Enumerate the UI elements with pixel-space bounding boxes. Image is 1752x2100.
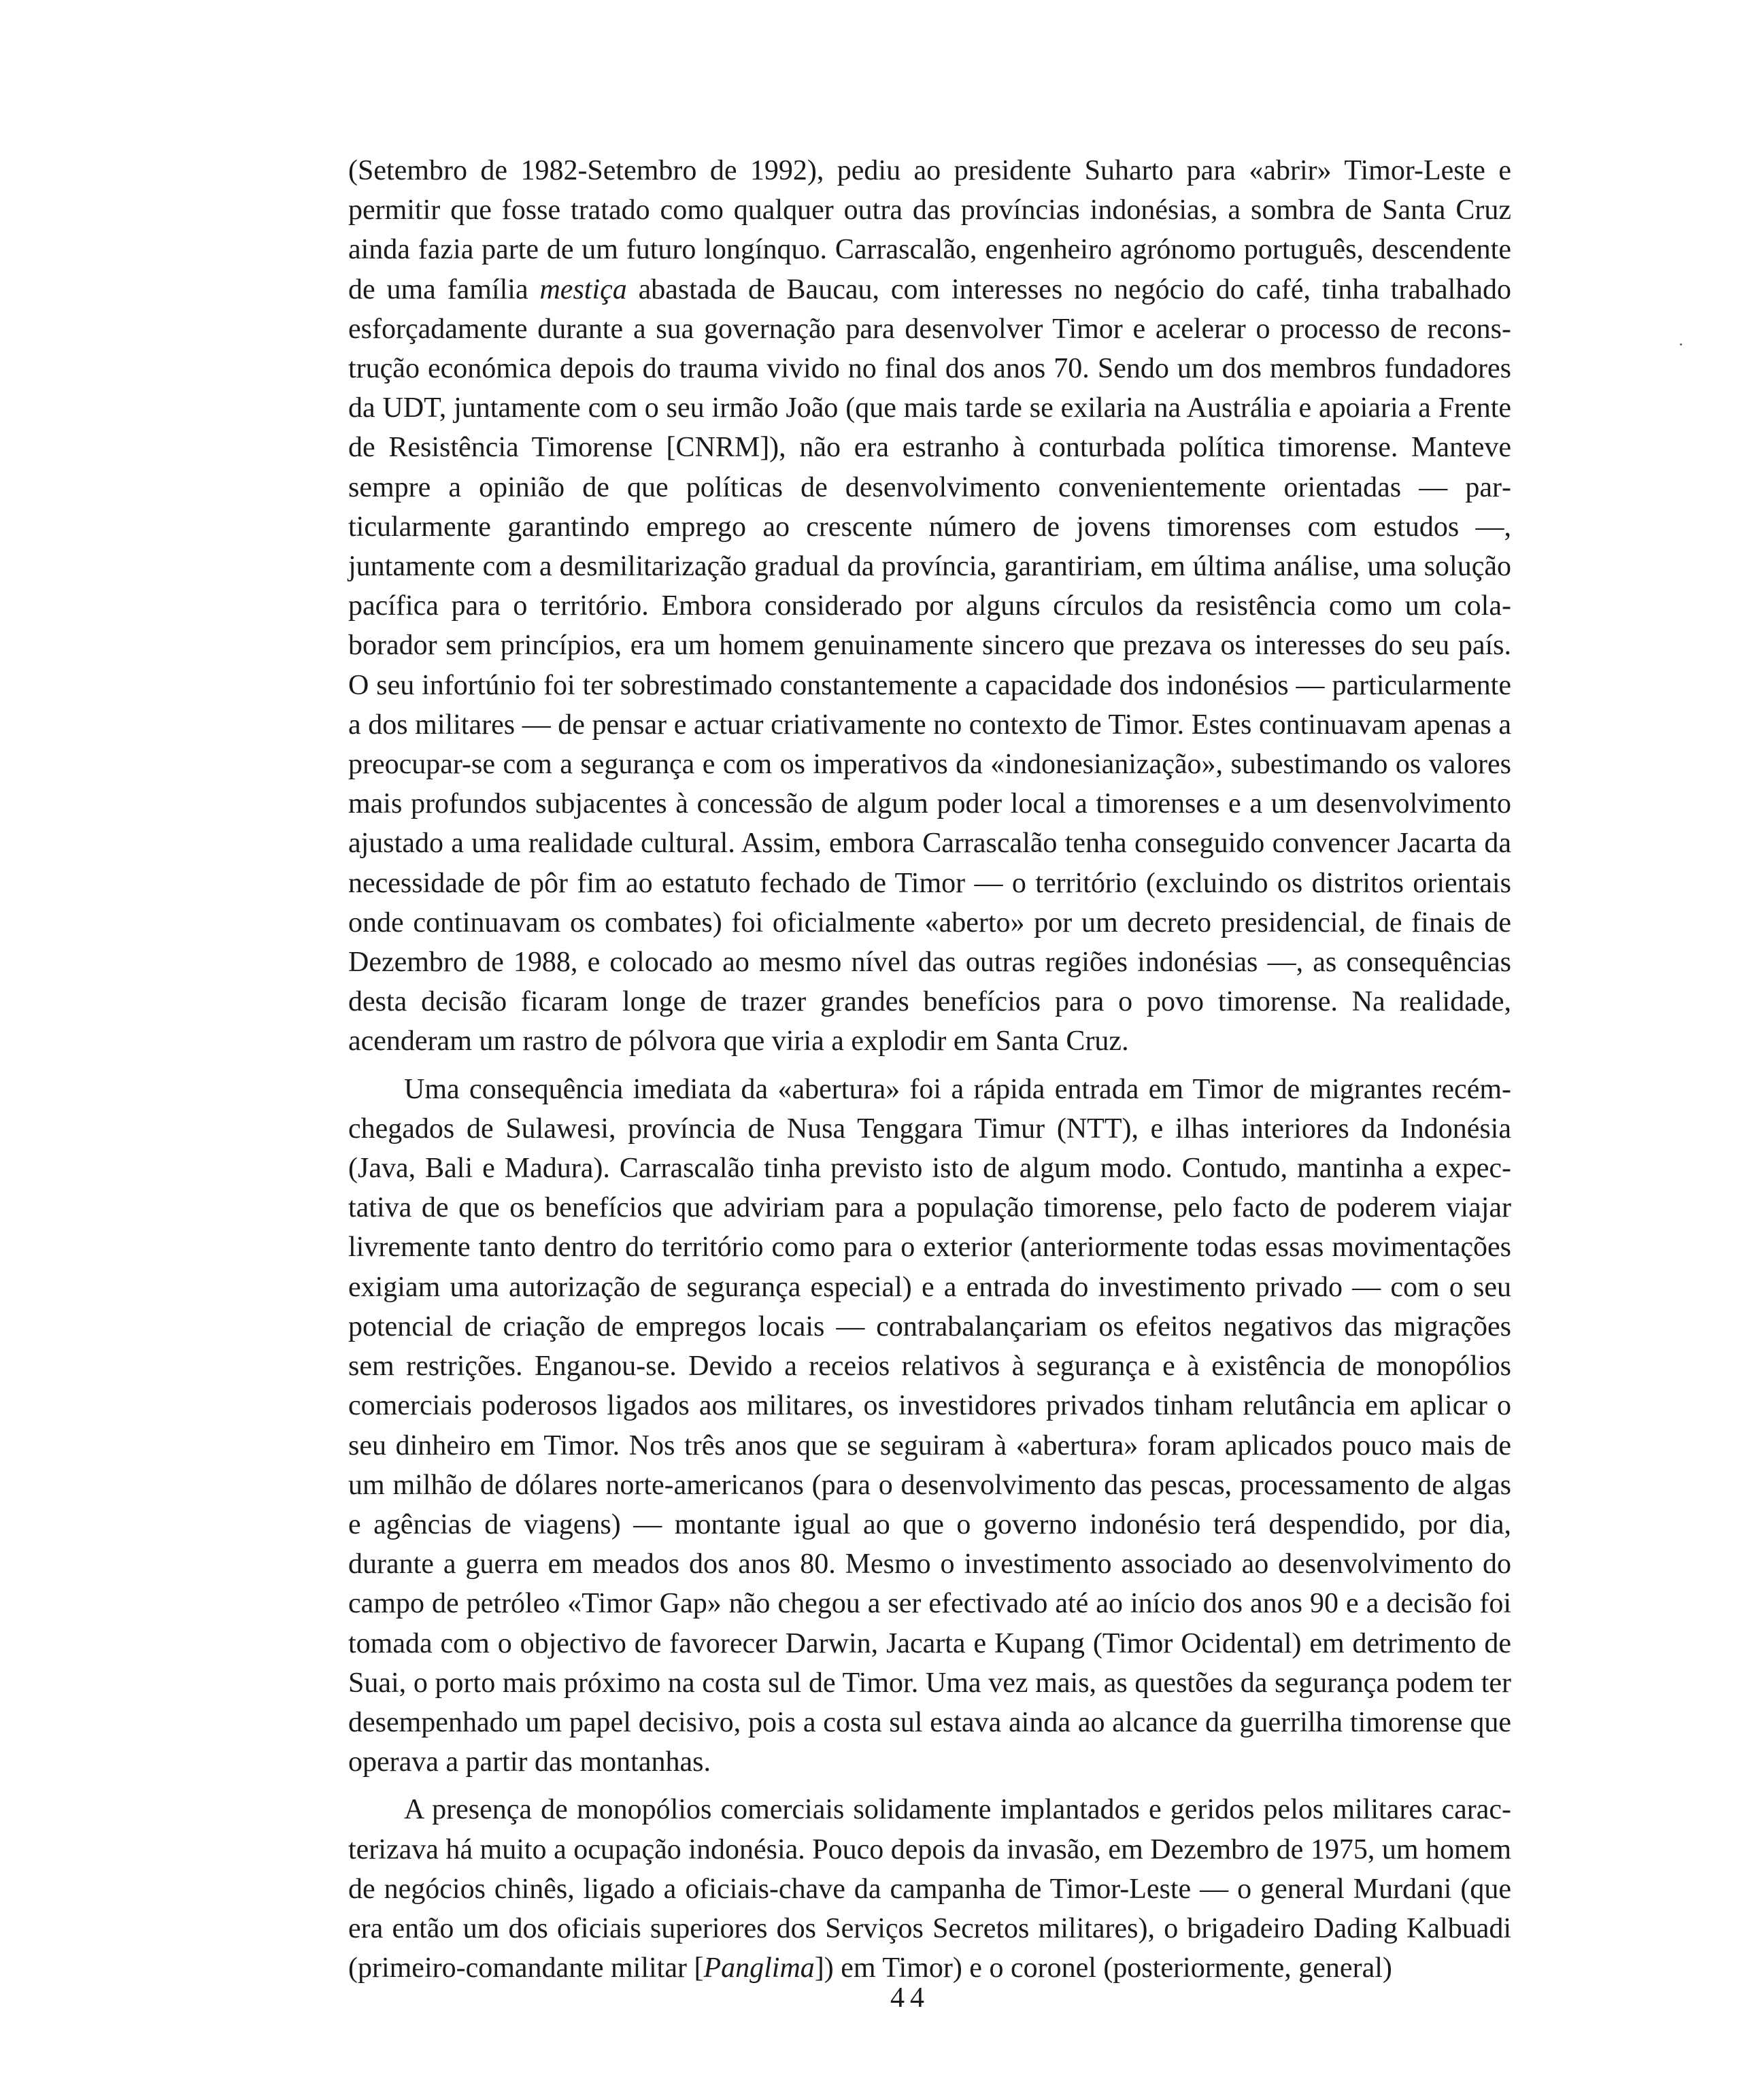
page-number: 44	[890, 1982, 930, 2014]
page-body	[348, 151, 1511, 1988]
margin-speck	[1680, 343, 1682, 345]
paragraph-1-italic-mestica: mestiça	[539, 273, 627, 305]
paragraph-2-text: Uma consequência imediata da «abertura» foi a rápida entrada em Timor de migrantes recém-chegados de Sulawesi, província de Nusa Tenggara Timur (NTT), e ilhas interiores da Indonésia (Java, Bali e Madura). Carrascalão tinha previsto isto de algum modo. Contudo, mantinha a expectativa de que os benefícios que adviriam para a população timorense, pelo facto de poderem viajar livremente tanto dentro do território como para o exterior (anteriormente todas essas movimentações exigiam uma autorização de segurança especial) e a entrada do investimento privado — com o seu potencial de criação de empregos locais — contrabalançariam os efeitos negativos das migrações sem restrições. Enganou-se. Devido a receios relativos à segurança e à existência de monopólios comerciais poderosos ligados aos militares, os investidores privados tinham relutância em aplicar o seu dinheiro em Timor. Nos três anos que se seguiram à «abertura» foram aplicados pouco mais de um milhão de dólares norte-americanos (para o desenvolvimento das pescas, processamento de algas e agências de viagens) — montante igual ao que o governo indonésio terá despendido, por dia, durante a guerra em meados dos anos 80. Mesmo o investimento associado ao desenvolvimento do campo de petróleo «Timor Gap» não chegou a ser efectivado até ao início dos anos 90 e a decisão foi tomada com o objectivo de favorecer Darwin, Jacarta e Kupang (Timor Ocidental) em detrimento de Suai, o porto mais próximo na costa sul de Timor. Uma vez mais, as questões da segurança podem ter desempenhado um papel decisivo, pois a costa sul estava ainda ao alcance da guerrilha timorense que operava a partir das montanhas.	[348, 1073, 1511, 1778]
paragraph-2	[348, 1070, 1511, 1782]
paragraph-1	[348, 151, 1511, 1062]
paragraph-3-text-a: A presença de monopólios comerciais solidamente implantados e geridos pelos militares caracterizava há muito a ocupação indonésia. Pouco depois da invasão, em Dezembro de 1975, um homem de negócios chinês, ligado a oficiais-chave da campanha de Timor-Leste — o general Murdani (que era então um dos oficiais superiores dos Serviços Secretos militares), o brigadeiro Dading Kalbuadi (primeiro-comandante militar [	[348, 1794, 1511, 1984]
paragraph-1-text-a: (Setembro de 1982-Setembro de 1992), pediu ao presidente Suharto para «abrir» Timor-Leste e permitir que fosse tratado como qualquer outra das províncias indonésias, a sombra de Santa Cruz ainda fazia parte de um futuro longínquo. Carrascalão, engenheiro agrónomo português, descendente de uma família	[348, 155, 1511, 305]
paragraph-1-text-b: abastada de Baucau, com interesses no negócio do café, tinha trabalhado esforçadamente durante a sua governação para desenvolver Timor e acelerar o processo de reconstrução económica depois do trauma vivido no final dos anos 70. Sendo um dos membros fundadores da UDT, juntamente com o seu irmão João (que mais tarde se exilaria na Austrália e apoiaria a Frente de Resistência Timorense [CNRM]), não era estranho à conturbada política timorense. Manteve sempre a opinião de que políticas de desenvolvimento convenientemente orientadas — particularmente garantindo emprego ao crescente número de jovens timorenses com estudos —, juntamente com a desmilitarização gradual da província, garantiriam, em última análise, uma solução pacífica para o território. Embora considerado por alguns círculos da resistência como um colaborador sem princípios, era um homem genuinamente sincero que prezava os interesses do seu país. O seu infortúnio foi ter sobrestimado constantemente a capacidade dos indonésios — particularmente a dos militares — de pensar e actuar criativamente no contexto de Timor. Estes continuavam apenas a preocupar-se com a segurança e com os imperativos da «indonesianização», subestimando os valores mais profundos subjacentes à concessão de algum poder local a timorenses e a um desenvolvimento ajustado a uma realidade cultural. Assim, embora Carrascalão tenha conseguido convencer Jacarta da necessidade de pôr fim ao estatuto fechado de Timor — o território (excluindo os distritos orientais onde continuavam os combates) foi oficialmente «aberto» por um decreto presidencial, de finais de Dezembro de 1988, e colocado ao mesmo nível das outras regiões indonésias —, as consequências desta decisão ficaram longe de trazer grandes benefícios para o povo timorense. Na realidade, acenderam um rastro de pólvora que viria a explodir em Santa Cruz.	[348, 273, 1511, 1057]
paragraph-3-italic-panglima: Panglima	[703, 1952, 815, 1984]
paragraph-3	[348, 1790, 1511, 1988]
paragraph-3-text-b: ]) em Timor) e o coronel (posteriormente, general)	[814, 1952, 1392, 1984]
